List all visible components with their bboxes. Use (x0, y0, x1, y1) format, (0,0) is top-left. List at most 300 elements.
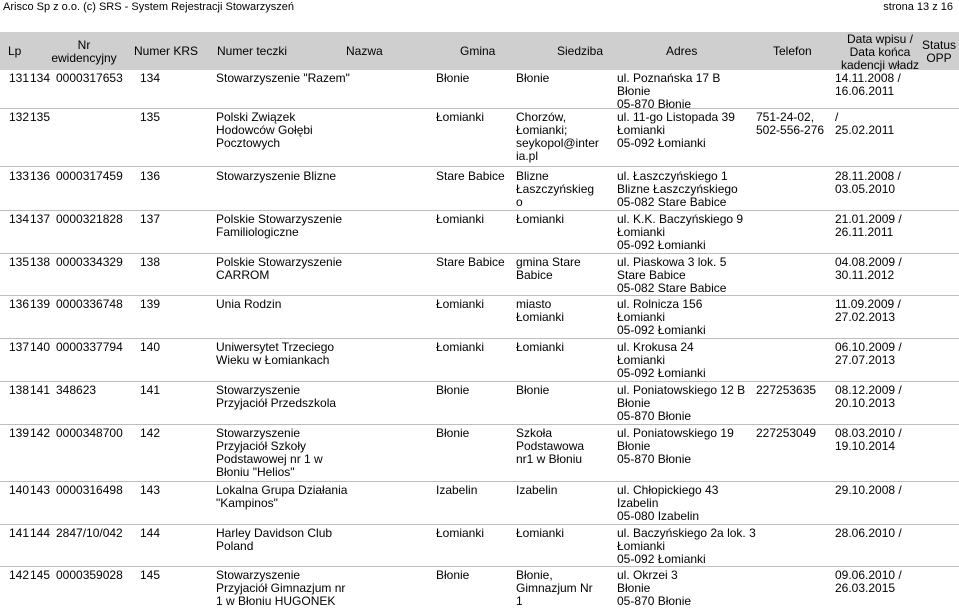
col-telefon: Telefon (773, 44, 812, 58)
cell-daty (835, 298, 901, 324)
cell-krs (56, 170, 123, 183)
cell-gmina-line: Stare Babice (436, 169, 505, 183)
cell-siedziba-line: Łomianki (516, 310, 565, 324)
cell-siedziba-line: Błonie, (516, 568, 553, 582)
cell-telefon (756, 427, 816, 440)
cell-teczki-line: 135 (140, 110, 161, 124)
cell-nazwa (216, 341, 334, 367)
cell-adres-line: Błonie (617, 439, 651, 453)
row-divider (0, 295, 959, 296)
cell-nazwa-line: Przyjaciół Przedszkola (216, 396, 337, 410)
col-lp: Lp (8, 44, 22, 58)
cell-daty-line: 29.10.2008 / (835, 483, 902, 497)
cell-adres-line: ul. Rolnicza 156 (617, 297, 703, 311)
cell-siedziba-line: nr1 w Błoniu (516, 452, 583, 466)
cell-daty-line: 03.05.2010 (835, 182, 896, 196)
row-divider (0, 481, 959, 482)
cell-siedziba-line: seykopol@inter (516, 136, 599, 150)
cell-gmina (436, 111, 484, 124)
cell-nazwa (216, 427, 323, 479)
cell-daty-line: 11.09.2009 / (835, 297, 901, 311)
cell-siedziba-line: Łaszczyńskieg (516, 182, 595, 196)
cell-gmina-line: Błonie (436, 568, 470, 582)
cell-nr-ewid-line: 145 (30, 568, 51, 582)
cell-krs-line: 0000316498 (56, 483, 123, 497)
cell-nr-ewid (30, 427, 50, 440)
cell-nr-ewid (30, 72, 50, 85)
cell-telefon-line: 227253049 (756, 426, 817, 440)
cell-nazwa-line: 1 w Błoniu HUGONEK (216, 594, 336, 608)
cell-lp (9, 72, 29, 85)
cell-adres (617, 341, 706, 380)
cell-nazwa-line: Hodowców Gołębi (216, 123, 313, 137)
cell-daty (835, 72, 901, 98)
cell-daty (835, 341, 902, 367)
cell-krs-line: 0000336748 (56, 297, 123, 311)
cell-gmina (436, 72, 469, 85)
cell-lp (9, 111, 29, 124)
cell-nazwa (216, 256, 342, 282)
cell-lp (9, 384, 29, 397)
cell-nazwa-line: Przyjaciół Szkoły (216, 439, 307, 453)
cell-teczki (140, 527, 160, 540)
cell-lp-line: 138 (9, 383, 30, 397)
cell-daty-line: 27.07.2013 (835, 353, 896, 367)
cell-gmina (436, 213, 484, 226)
cell-adres (617, 427, 734, 466)
col-nr-ewid (46, 39, 122, 65)
cell-siedziba-line: o (516, 195, 523, 209)
cell-siedziba-line: ia.pl (516, 149, 539, 163)
cell-teczki-line: 141 (140, 383, 161, 397)
cell-nr-ewid (30, 384, 50, 397)
cell-siedziba (516, 298, 564, 324)
cell-gmina (436, 256, 505, 269)
cell-telefon (756, 111, 824, 137)
cell-siedziba (516, 111, 599, 163)
cell-teczki-line: 144 (140, 526, 161, 540)
cell-adres (617, 256, 726, 295)
col-gmina: Gmina (460, 44, 496, 58)
cell-nazwa-line: Lokalna Grupa Działania (216, 483, 348, 497)
cell-daty-line: 06.10.2009 / (835, 340, 902, 354)
col-status: Status OPP (921, 38, 957, 65)
col-teczki: Numer teczki (217, 44, 288, 58)
row-divider (0, 524, 959, 525)
cell-adres-line: 05-092 Łomianki (617, 366, 706, 380)
row-divider (0, 108, 959, 109)
cell-krs (56, 298, 123, 311)
cell-siedziba-line: Błonie (516, 71, 550, 85)
cell-daty-line: 26.03.2015 (835, 581, 896, 595)
cell-gmina (436, 484, 477, 497)
cell-daty (835, 111, 894, 137)
cell-adres-line: ul. Krokusa 24 (617, 340, 694, 354)
cell-gmina-line: Łomianki (436, 110, 485, 124)
cell-daty-line: 25.02.2011 (835, 123, 895, 137)
row-divider (0, 166, 959, 167)
cell-nazwa-line: Wieku w Łomiankach (216, 353, 330, 367)
cell-gmina-line: Łomianki (436, 340, 485, 354)
cell-krs-line: 0000317653 (56, 71, 123, 85)
cell-nazwa-line: Polskie Stowarzyszenie (216, 255, 343, 269)
cell-siedziba (516, 569, 593, 608)
cell-siedziba (516, 484, 557, 497)
cell-nazwa-line: Stowarzyszenie "Razem" (216, 71, 350, 85)
cell-lp-line: 134 (9, 212, 30, 226)
cell-adres-line: 05-870 Błonie (617, 409, 692, 423)
cell-krs (56, 527, 123, 540)
cell-daty-line: / (835, 110, 839, 124)
cell-krs-line: 0000359028 (56, 568, 123, 582)
cell-daty-line: 08.12.2009 / (835, 383, 902, 397)
cell-teczki (140, 256, 160, 269)
cell-siedziba-line: Łomianki (516, 526, 565, 540)
cell-teczki-line: 139 (140, 297, 161, 311)
cell-teczki (140, 341, 160, 354)
cell-gmina (436, 527, 484, 540)
cell-siedziba-line: miasto (516, 297, 552, 311)
cell-nr-ewid (30, 111, 50, 124)
col-adres: Adres (666, 44, 698, 58)
cell-daty-line: 04.08.2009 / (835, 255, 902, 269)
cell-adres-line: ul. K.K. Baczyńskiego 9 (617, 212, 744, 226)
cell-gmina-line: Izabelin (436, 483, 478, 497)
cell-daty (835, 569, 902, 595)
cell-lp-line: 133 (9, 169, 30, 183)
cell-adres-line: ul. Okrzei 3 (617, 568, 678, 582)
cell-lp (9, 569, 29, 582)
cell-siedziba (516, 341, 564, 354)
col-nr-ewid-label: Nr ewidencyjny (51, 38, 117, 65)
cell-adres (617, 111, 735, 150)
cell-siedziba-line: Babice (516, 268, 553, 282)
cell-lp-line: 136 (9, 297, 30, 311)
cell-gmina-line: Łomianki (436, 212, 485, 226)
cell-nazwa (216, 72, 350, 85)
row-divider (0, 424, 959, 425)
cell-krs-line: 348623 (56, 383, 97, 397)
cell-nazwa-line: Unia Rodzin (216, 297, 282, 311)
cell-siedziba-line: Izabelin (516, 483, 558, 497)
cell-nazwa-line: Przyjaciół Gimnazjum nr (216, 581, 346, 595)
cell-lp (9, 484, 29, 497)
col-nazwa: Nazwa (346, 44, 383, 58)
cell-nazwa-line: CARROM (216, 268, 270, 282)
cell-nazwa (216, 527, 332, 553)
cell-nr-ewid (30, 341, 50, 354)
cell-adres-line: Łomianki (617, 353, 666, 367)
cell-adres-line: Blizne Łaszczyńskiego (617, 182, 738, 196)
cell-nr-ewid (30, 527, 50, 540)
cell-nazwa-line: Uniwersytet Trzeciego (216, 340, 335, 354)
cell-nazwa-line: Pocztowych (216, 136, 281, 150)
cell-lp (9, 256, 29, 269)
cell-nr-ewid-line: 134 (30, 71, 51, 85)
cell-nazwa (216, 384, 336, 410)
col-krs: Numer KRS (134, 44, 199, 58)
cell-siedziba-line: Chorzów, (516, 110, 567, 124)
cell-nr-ewid (30, 170, 50, 183)
table-header (0, 32, 959, 70)
cell-adres-line: ul. 11-go Listopada 39 (617, 110, 735, 124)
cell-adres (617, 72, 720, 111)
cell-siedziba-line: Gimnazjum Nr (516, 581, 593, 595)
cell-adres-line: ul. Poniatowskiego 19 (617, 426, 734, 440)
cell-adres-line: 05-870 Błonie (617, 452, 692, 466)
cell-adres-line: ul. Chłopickiego 43 (617, 483, 719, 497)
cell-lp (9, 527, 29, 540)
cell-daty-line: 21.01.2009 / (835, 212, 902, 226)
cell-adres-line: ul. Baczyńskiego 2a lok. 3 (617, 526, 756, 540)
cell-krs-line: 0000317459 (56, 169, 123, 183)
cell-nazwa (216, 569, 345, 608)
cell-teczki (140, 213, 160, 226)
cell-krs (56, 213, 123, 226)
cell-adres-line: Stare Babice (617, 268, 686, 282)
cell-daty-line: 20.10.2013 (835, 396, 896, 410)
cell-nazwa-line: Stowarzyszenie (216, 426, 301, 440)
cell-adres-line: Błonie (617, 581, 651, 595)
cell-nr-ewid-line: 141 (30, 383, 51, 397)
cell-krs-line: 0000337794 (56, 340, 123, 354)
cell-teczki-line: 143 (140, 483, 161, 497)
cell-daty-line: 16.06.2011 (835, 84, 895, 98)
cell-siedziba-line: gmina Stare (516, 255, 581, 269)
cell-nr-ewid-line: 143 (30, 483, 51, 497)
cell-lp-line: 142 (9, 568, 30, 582)
cell-adres-line: Błonie (617, 396, 651, 410)
cell-adres (617, 569, 691, 608)
cell-nr-ewid (30, 256, 50, 269)
cell-nr-ewid-line: 139 (30, 297, 51, 311)
cell-adres (617, 384, 745, 423)
cell-daty (835, 384, 902, 410)
col-daty: Data wpisu / Data końca kadencji władz (840, 32, 920, 72)
cell-siedziba-line: Łomianki (516, 340, 565, 354)
cell-nazwa (216, 298, 281, 311)
cell-nazwa (216, 170, 336, 183)
cell-siedziba (516, 213, 564, 226)
cell-lp (9, 341, 29, 354)
cell-lp-line: 139 (9, 426, 30, 440)
cell-gmina-line: Stare Babice (436, 255, 505, 269)
cell-nr-ewid-line: 137 (30, 212, 51, 226)
cell-gmina (436, 569, 469, 582)
cell-teczki-line: 136 (140, 169, 161, 183)
cell-daty-line: 14.11.2008 / (835, 71, 901, 85)
cell-teczki (140, 569, 160, 582)
cell-nazwa-line: Harley Davidson Club (216, 526, 333, 540)
cell-siedziba-line: Blizne (516, 169, 549, 183)
cell-adres (617, 298, 706, 337)
cell-daty-line: 09.06.2010 / (835, 568, 902, 582)
cell-daty-line: 28.06.2010 / (835, 526, 902, 540)
row-divider (0, 210, 959, 211)
cell-lp (9, 298, 29, 311)
cell-daty-line: 30.11.2012 (835, 268, 895, 282)
cell-siedziba-line: Szkoła (516, 426, 553, 440)
cell-nr-ewid (30, 569, 50, 582)
cell-teczki (140, 72, 160, 85)
cell-adres-line: 05-092 Łomianki (617, 552, 706, 566)
cell-gmina-line: Błonie (436, 383, 470, 397)
row-divider (0, 338, 959, 339)
cell-siedziba (516, 384, 549, 397)
cell-teczki (140, 111, 160, 124)
cell-nazwa (216, 213, 342, 239)
cell-daty-line: 27.02.2013 (835, 310, 896, 324)
cell-siedziba-line: Błonie (516, 383, 550, 397)
cell-nazwa-line: Stowarzyszenie (216, 383, 301, 397)
cell-adres (617, 527, 756, 566)
cell-nr-ewid (30, 298, 50, 311)
cell-adres (617, 170, 738, 209)
cell-siedziba (516, 170, 594, 209)
cell-daty-line: 08.03.2010 / (835, 426, 902, 440)
cell-teczki-line: 142 (140, 426, 161, 440)
cell-teczki (140, 484, 160, 497)
cell-nazwa (216, 111, 313, 150)
cell-krs (56, 384, 96, 397)
cell-daty (835, 527, 902, 540)
cell-adres-line: Łomianki (617, 310, 666, 324)
cell-nazwa-line: Poland (216, 539, 254, 553)
cell-siedziba (516, 527, 564, 540)
cell-nazwa-line: Stowarzyszenie Blizne (216, 169, 337, 183)
cell-siedziba (516, 256, 581, 282)
cell-nr-ewid-line: 142 (30, 426, 51, 440)
cell-adres-line: Łomianki (617, 225, 666, 239)
cell-siedziba-line: Podstawowa (516, 439, 585, 453)
cell-teczki-line: 137 (140, 212, 161, 226)
cell-adres-line: ul. Łaszczyńskiego 1 (617, 169, 728, 183)
cell-krs (56, 484, 123, 497)
cell-adres-line: 05-092 Łomianki (617, 136, 706, 150)
cell-nr-ewid (30, 484, 50, 497)
cell-nr-ewid-line: 136 (30, 169, 51, 183)
cell-adres-line: 05-082 Stare Babice (617, 195, 727, 209)
cell-telefon-line: 751-24-02, (756, 110, 815, 124)
cell-adres-line: 05-092 Łomianki (617, 238, 706, 252)
col-siedziba: Siedziba (557, 44, 604, 58)
cell-telefon-line: 227253635 (756, 383, 817, 397)
cell-telefon (756, 384, 816, 397)
cell-gmina-line: Błonie (436, 426, 470, 440)
cell-krs (56, 72, 123, 85)
cell-gmina (436, 384, 469, 397)
row-divider (0, 381, 959, 382)
cell-adres-line: Błonie (617, 84, 651, 98)
cell-adres-line: 05-092 Łomianki (617, 323, 706, 337)
cell-daty (835, 170, 901, 196)
cell-adres-line: 05-870 Błonie (617, 97, 692, 111)
cell-lp (9, 213, 29, 226)
cell-nazwa-line: Błoniu "Helios" (216, 465, 295, 479)
cell-gmina (436, 341, 484, 354)
cell-nr-ewid-line: 144 (30, 526, 51, 540)
cell-lp-line: 135 (9, 255, 30, 269)
cell-krs (56, 569, 123, 582)
cell-gmina (436, 427, 469, 440)
cell-lp-line: 141 (9, 526, 30, 540)
cell-adres-line: 05-080 Izabelin (617, 509, 700, 523)
cell-daty (835, 256, 902, 282)
cell-adres-line: ul. Piaskowa 3 lok. 5 (617, 255, 727, 269)
cell-daty (835, 213, 902, 239)
cell-krs (56, 427, 123, 440)
cell-gmina-line: Łomianki (436, 526, 485, 540)
cell-krs-line: 0000348700 (56, 426, 123, 440)
cell-nr-ewid-line: 138 (30, 255, 51, 269)
cell-nazwa-line: Polski Związek (216, 110, 296, 124)
cell-siedziba (516, 427, 584, 466)
cell-nazwa-line: Familiologiczne (216, 225, 299, 239)
cell-siedziba-line: Łomianki; (516, 123, 568, 137)
cell-adres-line: ul. Poznańska 17 B (617, 71, 721, 85)
cell-daty-line: 19.10.2014 (835, 439, 896, 453)
cell-siedziba-line: Łomianki (516, 212, 565, 226)
cell-krs-line: 2847/10/042 (56, 526, 123, 540)
cell-teczki-line: 134 (140, 71, 161, 85)
cell-teczki (140, 170, 160, 183)
cell-adres-line: 05-082 Stare Babice (617, 281, 727, 295)
row-divider (0, 253, 959, 254)
cell-lp (9, 427, 29, 440)
cell-nazwa-line: Polskie Stowarzyszenie (216, 212, 343, 226)
cell-siedziba-line: 1 (516, 594, 523, 608)
cell-nr-ewid-line: 140 (30, 340, 51, 354)
row-divider (0, 566, 959, 567)
cell-teczki (140, 298, 160, 311)
cell-adres-line: Izabelin (617, 496, 659, 510)
cell-siedziba (516, 72, 549, 85)
cell-adres-line: Łomianki (617, 539, 666, 553)
cell-lp-line: 140 (9, 483, 30, 497)
cell-nazwa-line: Podstawowej nr 1 w (216, 452, 323, 466)
cell-adres-line: ul. Poniatowskiego 12 B (617, 383, 746, 397)
cell-daty (835, 484, 902, 497)
cell-teczki-line: 140 (140, 340, 161, 354)
cell-nr-ewid-line: 135 (30, 110, 51, 124)
cell-lp-line: 131 (9, 71, 30, 85)
cell-daty-line: 26.11.2011 (835, 225, 894, 239)
cell-gmina-line: Błonie (436, 71, 470, 85)
cell-nazwa (216, 484, 347, 510)
cell-krs (56, 256, 123, 269)
cell-adres (617, 484, 718, 523)
document-source: Arisco Sp z o.o. (c) SRS - System Rejestracji Stowarzyszeń (3, 1, 294, 13)
cell-krs-line: 0000321828 (56, 212, 123, 226)
cell-teczki-line: 138 (140, 255, 161, 269)
cell-daty (835, 427, 902, 453)
cell-daty-line: 28.11.2008 / (835, 169, 901, 183)
page-number: strona 13 z 16 (883, 1, 953, 13)
cell-nr-ewid (30, 213, 50, 226)
cell-teczki-line: 145 (140, 568, 161, 582)
page-top-bar (0, 0, 959, 14)
cell-adres (617, 213, 743, 252)
cell-teczki (140, 427, 160, 440)
cell-gmina-line: Łomianki (436, 297, 485, 311)
cell-gmina (436, 170, 505, 183)
cell-teczki (140, 384, 160, 397)
cell-telefon-line: 502-556-276 (756, 123, 825, 137)
cell-nazwa-line: Stowarzyszenie (216, 568, 301, 582)
cell-lp (9, 170, 29, 183)
cell-gmina (436, 298, 484, 311)
cell-krs (56, 341, 123, 354)
